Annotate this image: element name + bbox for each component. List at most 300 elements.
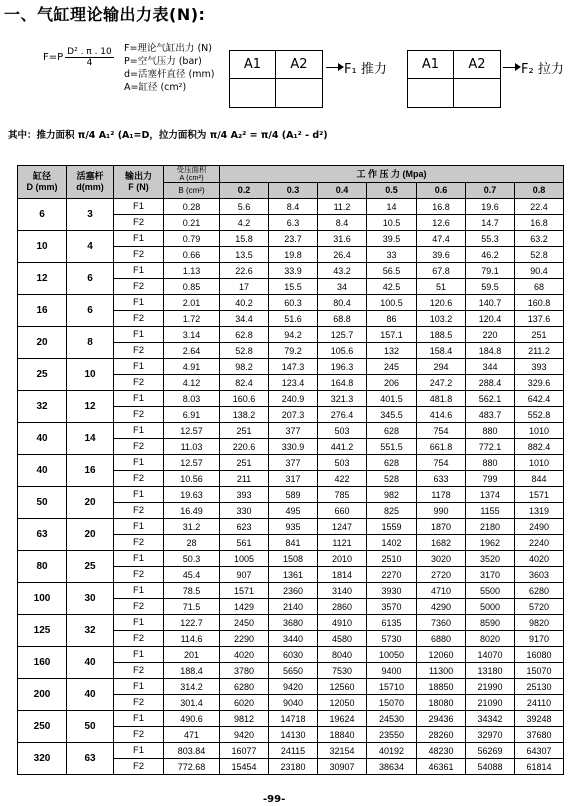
force-value-cell: 19.8 — [269, 247, 318, 263]
force-value-cell: 882.4 — [515, 439, 564, 455]
force-value-cell: 6135 — [367, 615, 417, 631]
force-value-cell: 211.2 — [515, 343, 564, 359]
push-a2-label: A2 — [276, 51, 322, 79]
force-value-cell: 5720 — [515, 599, 564, 615]
bore-cell: 10 — [18, 231, 67, 263]
force-value-cell: 503 — [318, 455, 367, 471]
force-type-cell: F2 — [114, 215, 164, 231]
force-value-cell: 55.3 — [466, 231, 515, 247]
push-arrow — [326, 58, 387, 77]
force-value-cell: 32154 — [318, 743, 367, 759]
force-value-cell: 4020 — [220, 647, 269, 663]
force-value-cell: 6020 — [220, 695, 269, 711]
force-value-cell: 9420 — [220, 727, 269, 743]
area-cell: 0.85 — [164, 279, 220, 295]
force-value-cell: 8.4 — [269, 199, 318, 215]
force-value-cell: 990 — [417, 503, 466, 519]
force-value-cell: 7530 — [318, 663, 367, 679]
force-value-cell: 51.6 — [269, 311, 318, 327]
area-cell: 114.6 — [164, 631, 220, 647]
force-type-cell: F2 — [114, 535, 164, 551]
area-cell: 6.91 — [164, 407, 220, 423]
push-force-label: F₁ 推力 — [344, 62, 387, 77]
force-value-cell: 1870 — [417, 519, 466, 535]
force-value-cell: 5.6 — [220, 199, 269, 215]
force-type-cell: F1 — [114, 455, 164, 471]
area-cell: 803.84 — [164, 743, 220, 759]
pull-a1-label: A1 — [408, 51, 454, 79]
force-type-cell: F1 — [114, 711, 164, 727]
force-value-cell: 4020 — [515, 551, 564, 567]
force-value-cell: 22.6 — [220, 263, 269, 279]
force-table — [17, 165, 564, 775]
area-cell: 8.03 — [164, 391, 220, 407]
bore-cell: 100 — [18, 583, 67, 615]
force-value-cell: 2290 — [220, 631, 269, 647]
force-value-cell: 34342 — [466, 711, 515, 727]
header-pressure-value: 0.5 — [367, 183, 417, 199]
force-value-cell: 1010 — [515, 455, 564, 471]
force-value-cell: 10050 — [367, 647, 417, 663]
force-type-cell: F2 — [114, 599, 164, 615]
force-value-cell: 628 — [367, 455, 417, 471]
pull-a2-label: A2 — [454, 51, 500, 79]
formula-denominator: 4 — [86, 58, 93, 68]
force-value-cell: 3170 — [466, 567, 515, 583]
force-value-cell: 1962 — [466, 535, 515, 551]
force-value-cell: 441.2 — [318, 439, 367, 455]
formula-numerator: D² . π . 10 — [67, 47, 112, 57]
force-value-cell: 60.3 — [269, 295, 318, 311]
force-value-cell: 5500 — [466, 583, 515, 599]
force-value-cell: 907 — [220, 567, 269, 583]
force-value-cell: 38634 — [367, 759, 417, 775]
force-value-cell: 13180 — [466, 663, 515, 679]
area-cell: 0.28 — [164, 199, 220, 215]
force-value-cell: 551.5 — [367, 439, 417, 455]
table-row — [18, 455, 564, 471]
force-value-cell: 935 — [269, 519, 318, 535]
force-value-cell: 9040 — [269, 695, 318, 711]
force-value-cell: 251 — [515, 327, 564, 343]
force-type-cell: F2 — [114, 247, 164, 263]
area-cell: 772.68 — [164, 759, 220, 775]
area-cell: 12.57 — [164, 455, 220, 471]
area-cell: 1.72 — [164, 311, 220, 327]
force-value-cell: 552.8 — [515, 407, 564, 423]
force-value-cell: 22.4 — [515, 199, 564, 215]
header-pressure-value: 0.3 — [269, 183, 318, 199]
force-value-cell: 12560 — [318, 679, 367, 695]
force-type-cell: F1 — [114, 263, 164, 279]
force-value-cell: 24530 — [367, 711, 417, 727]
pull-force-label: F₂ 拉力 — [521, 62, 564, 77]
push-diagram — [229, 50, 323, 108]
bore-cell: 63 — [18, 519, 67, 551]
force-value-cell: 16.8 — [515, 215, 564, 231]
force-type-cell: F1 — [114, 583, 164, 599]
force-value-cell: 6280 — [220, 679, 269, 695]
force-value-cell: 32970 — [466, 727, 515, 743]
area-cell: 28 — [164, 535, 220, 551]
force-value-cell: 105.6 — [318, 343, 367, 359]
force-value-cell: 34.4 — [220, 311, 269, 327]
force-value-cell: 12.6 — [417, 215, 466, 231]
arrow-right-icon — [326, 67, 340, 69]
arrow-right-icon — [503, 67, 517, 69]
force-value-cell: 16080 — [515, 647, 564, 663]
force-value-cell: 1361 — [269, 567, 318, 583]
force-value-cell: 23180 — [269, 759, 318, 775]
force-value-cell: 4290 — [417, 599, 466, 615]
force-type-cell: F2 — [114, 375, 164, 391]
force-value-cell: 196.3 — [318, 359, 367, 375]
rod-cell: 32 — [67, 615, 114, 647]
area-cell: 10.56 — [164, 471, 220, 487]
force-value-cell: 799 — [466, 471, 515, 487]
area-cell: 19.63 — [164, 487, 220, 503]
force-value-cell: 68 — [515, 279, 564, 295]
force-value-cell: 14130 — [269, 727, 318, 743]
force-value-cell: 160.6 — [220, 391, 269, 407]
force-value-cell: 9400 — [367, 663, 417, 679]
force-value-cell: 18840 — [318, 727, 367, 743]
force-value-cell: 276.4 — [318, 407, 367, 423]
force-value-cell: 64307 — [515, 743, 564, 759]
formula-definitions — [124, 42, 214, 94]
force-value-cell: 628 — [367, 423, 417, 439]
force-value-cell: 14.7 — [466, 215, 515, 231]
rod-cell: 6 — [67, 295, 114, 327]
force-value-cell: 15070 — [515, 663, 564, 679]
force-type-cell: F1 — [114, 391, 164, 407]
force-value-cell: 422 — [318, 471, 367, 487]
force-value-cell: 42.5 — [367, 279, 417, 295]
force-value-cell: 19624 — [318, 711, 367, 727]
rod-cell: 30 — [67, 583, 114, 615]
area-cell: 471 — [164, 727, 220, 743]
force-value-cell: 14 — [367, 199, 417, 215]
force-type-cell: F2 — [114, 279, 164, 295]
area-cell: 314.2 — [164, 679, 220, 695]
force-value-cell: 40.2 — [220, 295, 269, 311]
force-value-cell: 344 — [466, 359, 515, 375]
definition-p: P=空气压力 (bar) — [124, 56, 202, 67]
table-row — [18, 679, 564, 695]
table-row — [18, 711, 564, 727]
bore-cell: 250 — [18, 711, 67, 743]
area-cell: 2.01 — [164, 295, 220, 311]
force-value-cell: 15.8 — [220, 231, 269, 247]
force-value-cell: 14070 — [466, 647, 515, 663]
force-value-cell: 4910 — [318, 615, 367, 631]
force-value-cell: 13.5 — [220, 247, 269, 263]
bore-cell: 32 — [18, 391, 67, 423]
force-value-cell: 125.7 — [318, 327, 367, 343]
force-type-cell: F1 — [114, 359, 164, 375]
table-row — [18, 391, 564, 407]
bore-cell: 125 — [18, 615, 67, 647]
force-value-cell: 623 — [220, 519, 269, 535]
force-value-cell: 321.3 — [318, 391, 367, 407]
area-cell: 490.6 — [164, 711, 220, 727]
force-value-cell: 16.8 — [417, 199, 466, 215]
force-value-cell: 15.5 — [269, 279, 318, 295]
header-rod: 活塞杆 d(mm) — [67, 166, 114, 199]
force-formula — [43, 47, 114, 68]
force-value-cell: 880 — [466, 455, 515, 471]
force-value-cell: 2140 — [269, 599, 318, 615]
table-row — [18, 327, 564, 343]
force-value-cell: 79.2 — [269, 343, 318, 359]
force-value-cell: 1508 — [269, 551, 318, 567]
rod-cell: 4 — [67, 231, 114, 263]
force-value-cell: 79.1 — [466, 263, 515, 279]
force-value-cell: 51 — [417, 279, 466, 295]
force-value-cell: 158.4 — [417, 343, 466, 359]
force-value-cell: 14718 — [269, 711, 318, 727]
area-cell: 201 — [164, 647, 220, 663]
force-type-cell: F2 — [114, 695, 164, 711]
force-value-cell: 39.5 — [367, 231, 417, 247]
force-value-cell: 62.8 — [220, 327, 269, 343]
force-value-cell: 1402 — [367, 535, 417, 551]
table-row — [18, 583, 564, 599]
force-value-cell: 288.4 — [466, 375, 515, 391]
force-value-cell: 2270 — [367, 567, 417, 583]
force-value-cell: 120.4 — [466, 311, 515, 327]
table-row — [18, 295, 564, 311]
force-value-cell: 3520 — [466, 551, 515, 567]
force-type-cell: F2 — [114, 631, 164, 647]
force-value-cell: 90.4 — [515, 263, 564, 279]
area-cell: 78.5 — [164, 583, 220, 599]
force-value-cell: 3930 — [367, 583, 417, 599]
table-row — [18, 231, 564, 247]
force-value-cell: 59.5 — [466, 279, 515, 295]
bore-cell: 12 — [18, 263, 67, 295]
area-cell: 0.66 — [164, 247, 220, 263]
rod-cell: 50 — [67, 711, 114, 743]
area-cell: 71.5 — [164, 599, 220, 615]
force-type-cell: F1 — [114, 743, 164, 759]
force-value-cell: 240.9 — [269, 391, 318, 407]
table-row — [18, 519, 564, 535]
area-cell: 4.91 — [164, 359, 220, 375]
force-value-cell: 48230 — [417, 743, 466, 759]
rod-cell: 40 — [67, 679, 114, 711]
force-value-cell: 4.2 — [220, 215, 269, 231]
force-value-cell: 98.2 — [220, 359, 269, 375]
force-value-cell: 660 — [318, 503, 367, 519]
formula-lhs: F=P — [43, 52, 64, 63]
force-type-cell: F2 — [114, 759, 164, 775]
force-value-cell: 1319 — [515, 503, 564, 519]
bore-cell: 40 — [18, 423, 67, 455]
force-value-cell: 206 — [367, 375, 417, 391]
force-value-cell: 160.8 — [515, 295, 564, 311]
force-value-cell: 3570 — [367, 599, 417, 615]
force-value-cell: 251 — [220, 423, 269, 439]
force-type-cell: F1 — [114, 519, 164, 535]
header-pressure-value: 0.2 — [220, 183, 269, 199]
force-value-cell: 10.5 — [367, 215, 417, 231]
header-area-b: B (cm²) — [164, 183, 220, 199]
area-cell: 2.64 — [164, 343, 220, 359]
table-row — [18, 263, 564, 279]
force-type-cell: F1 — [114, 327, 164, 343]
rod-cell: 10 — [67, 359, 114, 391]
force-value-cell: 3680 — [269, 615, 318, 631]
force-value-cell: 34 — [318, 279, 367, 295]
bore-cell: 200 — [18, 679, 67, 711]
table-row — [18, 487, 564, 503]
force-value-cell: 211 — [220, 471, 269, 487]
force-type-cell: F2 — [114, 727, 164, 743]
force-value-cell: 94.2 — [269, 327, 318, 343]
bore-cell: 80 — [18, 551, 67, 583]
table-row — [18, 615, 564, 631]
force-value-cell: 184.8 — [466, 343, 515, 359]
area-cell: 301.4 — [164, 695, 220, 711]
force-value-cell: 414.6 — [417, 407, 466, 423]
force-value-cell: 6030 — [269, 647, 318, 663]
force-value-cell: 17 — [220, 279, 269, 295]
area-cell: 12.57 — [164, 423, 220, 439]
force-value-cell: 345.5 — [367, 407, 417, 423]
force-value-cell: 393 — [220, 487, 269, 503]
force-value-cell: 67.8 — [417, 263, 466, 279]
header-area: 受压面积 A (cm²) — [164, 166, 220, 183]
force-value-cell: 642.4 — [515, 391, 564, 407]
force-value-cell: 3440 — [269, 631, 318, 647]
force-value-cell: 188.5 — [417, 327, 466, 343]
bore-cell: 50 — [18, 487, 67, 519]
force-value-cell: 401.5 — [367, 391, 417, 407]
force-value-cell: 39.6 — [417, 247, 466, 263]
force-value-cell: 220.6 — [220, 439, 269, 455]
force-value-cell: 5000 — [466, 599, 515, 615]
force-value-cell: 46361 — [417, 759, 466, 775]
force-value-cell: 15070 — [367, 695, 417, 711]
force-value-cell: 140.7 — [466, 295, 515, 311]
area-cell: 11.03 — [164, 439, 220, 455]
force-value-cell: 2720 — [417, 567, 466, 583]
force-value-cell: 5650 — [269, 663, 318, 679]
force-value-cell: 28260 — [417, 727, 466, 743]
force-value-cell: 157.1 — [367, 327, 417, 343]
force-type-cell: F2 — [114, 439, 164, 455]
force-value-cell: 207.3 — [269, 407, 318, 423]
area-cell: 50.3 — [164, 551, 220, 567]
area-cell: 188.4 — [164, 663, 220, 679]
force-value-cell: 68.8 — [318, 311, 367, 327]
bore-cell: 320 — [18, 743, 67, 775]
force-value-cell: 754 — [417, 455, 466, 471]
force-value-cell: 56269 — [466, 743, 515, 759]
force-value-cell: 1571 — [220, 583, 269, 599]
force-value-cell: 52.8 — [220, 343, 269, 359]
force-value-cell: 26.4 — [318, 247, 367, 263]
force-value-cell: 1005 — [220, 551, 269, 567]
force-value-cell: 1559 — [367, 519, 417, 535]
header-force: 输出力 F (N) — [114, 166, 164, 199]
force-value-cell: 220 — [466, 327, 515, 343]
force-value-cell: 4710 — [417, 583, 466, 599]
rod-cell: 20 — [67, 487, 114, 519]
force-value-cell: 54088 — [466, 759, 515, 775]
force-value-cell: 982 — [367, 487, 417, 503]
definition-d: d=活塞杆直径 (mm) — [124, 69, 215, 80]
force-value-cell: 251 — [220, 455, 269, 471]
force-value-cell: 43.2 — [318, 263, 367, 279]
force-value-cell: 1682 — [417, 535, 466, 551]
force-value-cell: 33.9 — [269, 263, 318, 279]
force-value-cell: 1247 — [318, 519, 367, 535]
force-value-cell: 1814 — [318, 567, 367, 583]
force-value-cell: 9170 — [515, 631, 564, 647]
force-value-cell: 245 — [367, 359, 417, 375]
force-value-cell: 880 — [466, 423, 515, 439]
force-value-cell: 9420 — [269, 679, 318, 695]
force-value-cell: 3780 — [220, 663, 269, 679]
force-value-cell: 120.6 — [417, 295, 466, 311]
force-value-cell: 754 — [417, 423, 466, 439]
force-value-cell: 2240 — [515, 535, 564, 551]
force-value-cell: 317 — [269, 471, 318, 487]
force-type-cell: F2 — [114, 567, 164, 583]
header-pressure-value: 0.7 — [466, 183, 515, 199]
force-value-cell: 294 — [417, 359, 466, 375]
force-value-cell: 483.7 — [466, 407, 515, 423]
force-value-cell: 2510 — [367, 551, 417, 567]
force-value-cell: 21090 — [466, 695, 515, 711]
force-value-cell: 23550 — [367, 727, 417, 743]
force-value-cell: 329.6 — [515, 375, 564, 391]
force-value-cell: 330.9 — [269, 439, 318, 455]
force-value-cell: 785 — [318, 487, 367, 503]
force-value-cell: 633 — [417, 471, 466, 487]
force-value-cell: 481.8 — [417, 391, 466, 407]
force-value-cell: 5730 — [367, 631, 417, 647]
table-row — [18, 423, 564, 439]
force-value-cell: 393 — [515, 359, 564, 375]
force-type-cell: F1 — [114, 551, 164, 567]
force-type-cell: F2 — [114, 407, 164, 423]
force-value-cell: 137.6 — [515, 311, 564, 327]
force-value-cell: 6880 — [417, 631, 466, 647]
force-value-cell: 3603 — [515, 567, 564, 583]
header-pressure-value: 0.8 — [515, 183, 564, 199]
force-value-cell: 4580 — [318, 631, 367, 647]
header-pressure-value: 0.6 — [417, 183, 466, 199]
formula-fraction — [65, 47, 114, 68]
rod-cell: 14 — [67, 423, 114, 455]
force-value-cell: 661.8 — [417, 439, 466, 455]
rod-cell: 6 — [67, 263, 114, 295]
force-value-cell: 1374 — [466, 487, 515, 503]
force-value-cell: 24110 — [515, 695, 564, 711]
force-value-cell: 15454 — [220, 759, 269, 775]
rod-cell: 63 — [67, 743, 114, 775]
force-type-cell: F1 — [114, 647, 164, 663]
force-value-cell: 841 — [269, 535, 318, 551]
force-value-cell: 63.2 — [515, 231, 564, 247]
bore-cell: 160 — [18, 647, 67, 679]
force-value-cell: 844 — [515, 471, 564, 487]
force-value-cell: 772.1 — [466, 439, 515, 455]
force-value-cell: 19.6 — [466, 199, 515, 215]
